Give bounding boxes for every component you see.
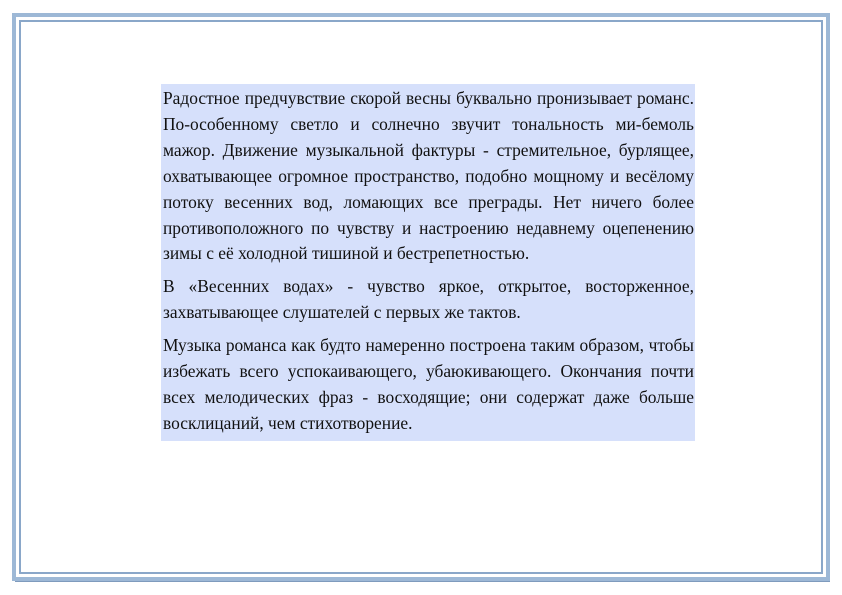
paragraph-2: В «Весенних водах» - чувство яркое, открытое, восторженное, захватывающее слушателей с первых же тактов. [163,276,694,323]
paragraph-3: Музыка романса как будто намеренно построена таким образом, чтобы избежать всего успокаивающего, убаюкивающего. Окончания почти всех мелодических фраз - восходящие; они содержат даже больше восклицаний, чем стихотворение. [163,335,694,433]
paragraph-1: Радостное предчувствие скорой весны буквально пронизывает романс. По-особенному светло и солнечно звучит тональность ми-бемоль мажор. Движение музыкальной фактуры - стремительное, бурлящее, охватывающее огромное пространство, подобно мощному и весёлому потоку весенних вод, ломающих все преграды. Нет ничего более противоположного по чувству и настроению недавнему оцепенению зимы с её холодной тишиной и бестрепетностью. [163,88,694,264]
text-box [161,84,695,441]
